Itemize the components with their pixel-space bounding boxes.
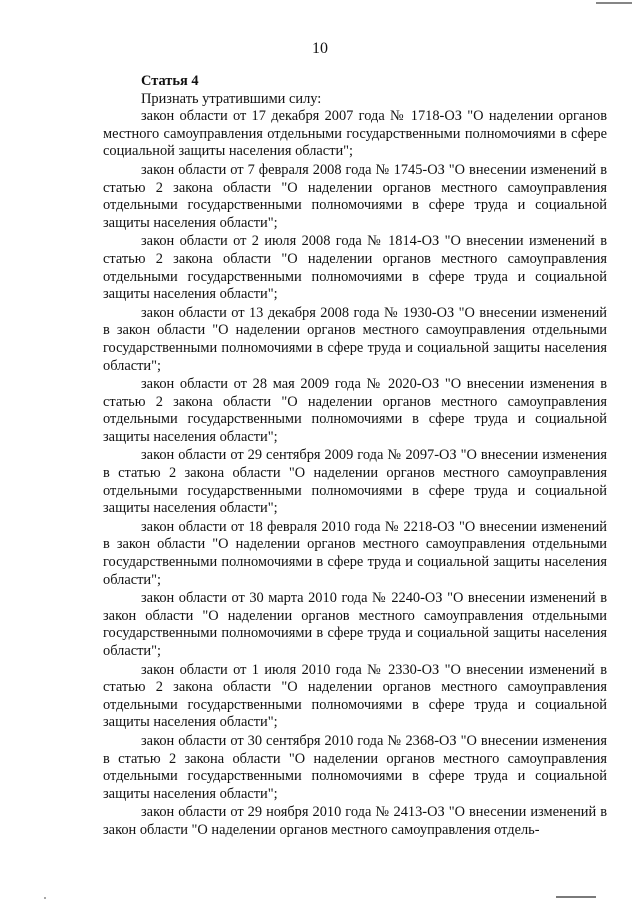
list-item: закон области от 18 февраля 2010 года № 2218-ОЗ "О внесении изменений в закон области "О наделении органов местного самоуправления отдельными государственными полномочиями в сфере труда и социальной защиты населения области"; bbox=[103, 518, 607, 588]
page-number: 10 bbox=[312, 40, 328, 57]
article-intro: Признать утратившими силу: bbox=[141, 90, 322, 107]
list-item: закон области от 29 ноября 2010 года № 2413-ОЗ "О внесении изменений в закон области "О наделении органов местного самоуправления отдель- bbox=[103, 804, 607, 838]
list-item: закон области от 30 сентября 2010 года № 2368-ОЗ "О внесении изменения в статью 2 закона области "О наделении органов местного самоуправления отдельными государственными полномочиями в сфере труда и социальной защиты населения области"; bbox=[103, 732, 607, 802]
list-item: закон области от 1 июля 2010 года № 2330-ОЗ "О внесении изменений в статью 2 закона области "О наделении органов местного самоуправления отдельными государственными полномочиями в сфере труда и социальной защиты населения области"; bbox=[103, 661, 607, 731]
list-item: закон области от 29 сентября 2009 года № 2097-ОЗ "О внесении изменения в статью 2 закона области "О наделении органов местного самоуправления отдельными государственными полномочиями в сфере труда и социальной защиты населения области"; bbox=[103, 447, 607, 517]
list-item: закон области от 30 марта 2010 года № 2240-ОЗ "О внесении изменений в закон области "О наделении органов местного самоуправления отдельными государственными полномочиями в сфере труда и социальной защиты населения области"; bbox=[103, 590, 607, 659]
scan-artifact-bottom-left bbox=[44, 897, 46, 899]
list-item: закон области от 17 декабря 2007 года № 1718-ОЗ "О наделении органов местного самоуправления отдельными государственными полномочиями в сфере социальной защиты населения области"; bbox=[103, 108, 607, 160]
article-body bbox=[103, 73, 607, 840]
list-item: закон области от 13 декабря 2008 года № 1930-ОЗ "О внесении изменений в закон области "О наделении органов местного самоуправления отдельными государственными полномочиями в сфере труда и социальной защиты населения области"; bbox=[103, 304, 607, 374]
scan-artifact-top bbox=[596, 2, 632, 4]
list-item: закон области от 7 февраля 2008 года № 1745-ОЗ "О внесении изменений в статью 2 закона области "О наделении органов местного самоуправления отдельными государственными полномочиями в сфере труда и социальной защиты населения области"; bbox=[103, 161, 607, 231]
scan-artifact-bottom bbox=[556, 896, 596, 898]
article-heading: Статья 4 bbox=[141, 73, 199, 89]
list-item: закон области от 28 мая 2009 года № 2020-ОЗ "О внесении изменения в статью 2 закона области "О наделении органов местного самоуправления отдельными государственными полномочиями в сфере труда и социальной защиты населения области"; bbox=[103, 376, 607, 445]
list-item: закон области от 2 июля 2008 года № 1814-ОЗ "О внесении изменений в статью 2 закона области "О наделении органов местного самоуправления отдельными государственными полномочиями в сфере труда и социальной защиты населения области"; bbox=[103, 233, 607, 303]
